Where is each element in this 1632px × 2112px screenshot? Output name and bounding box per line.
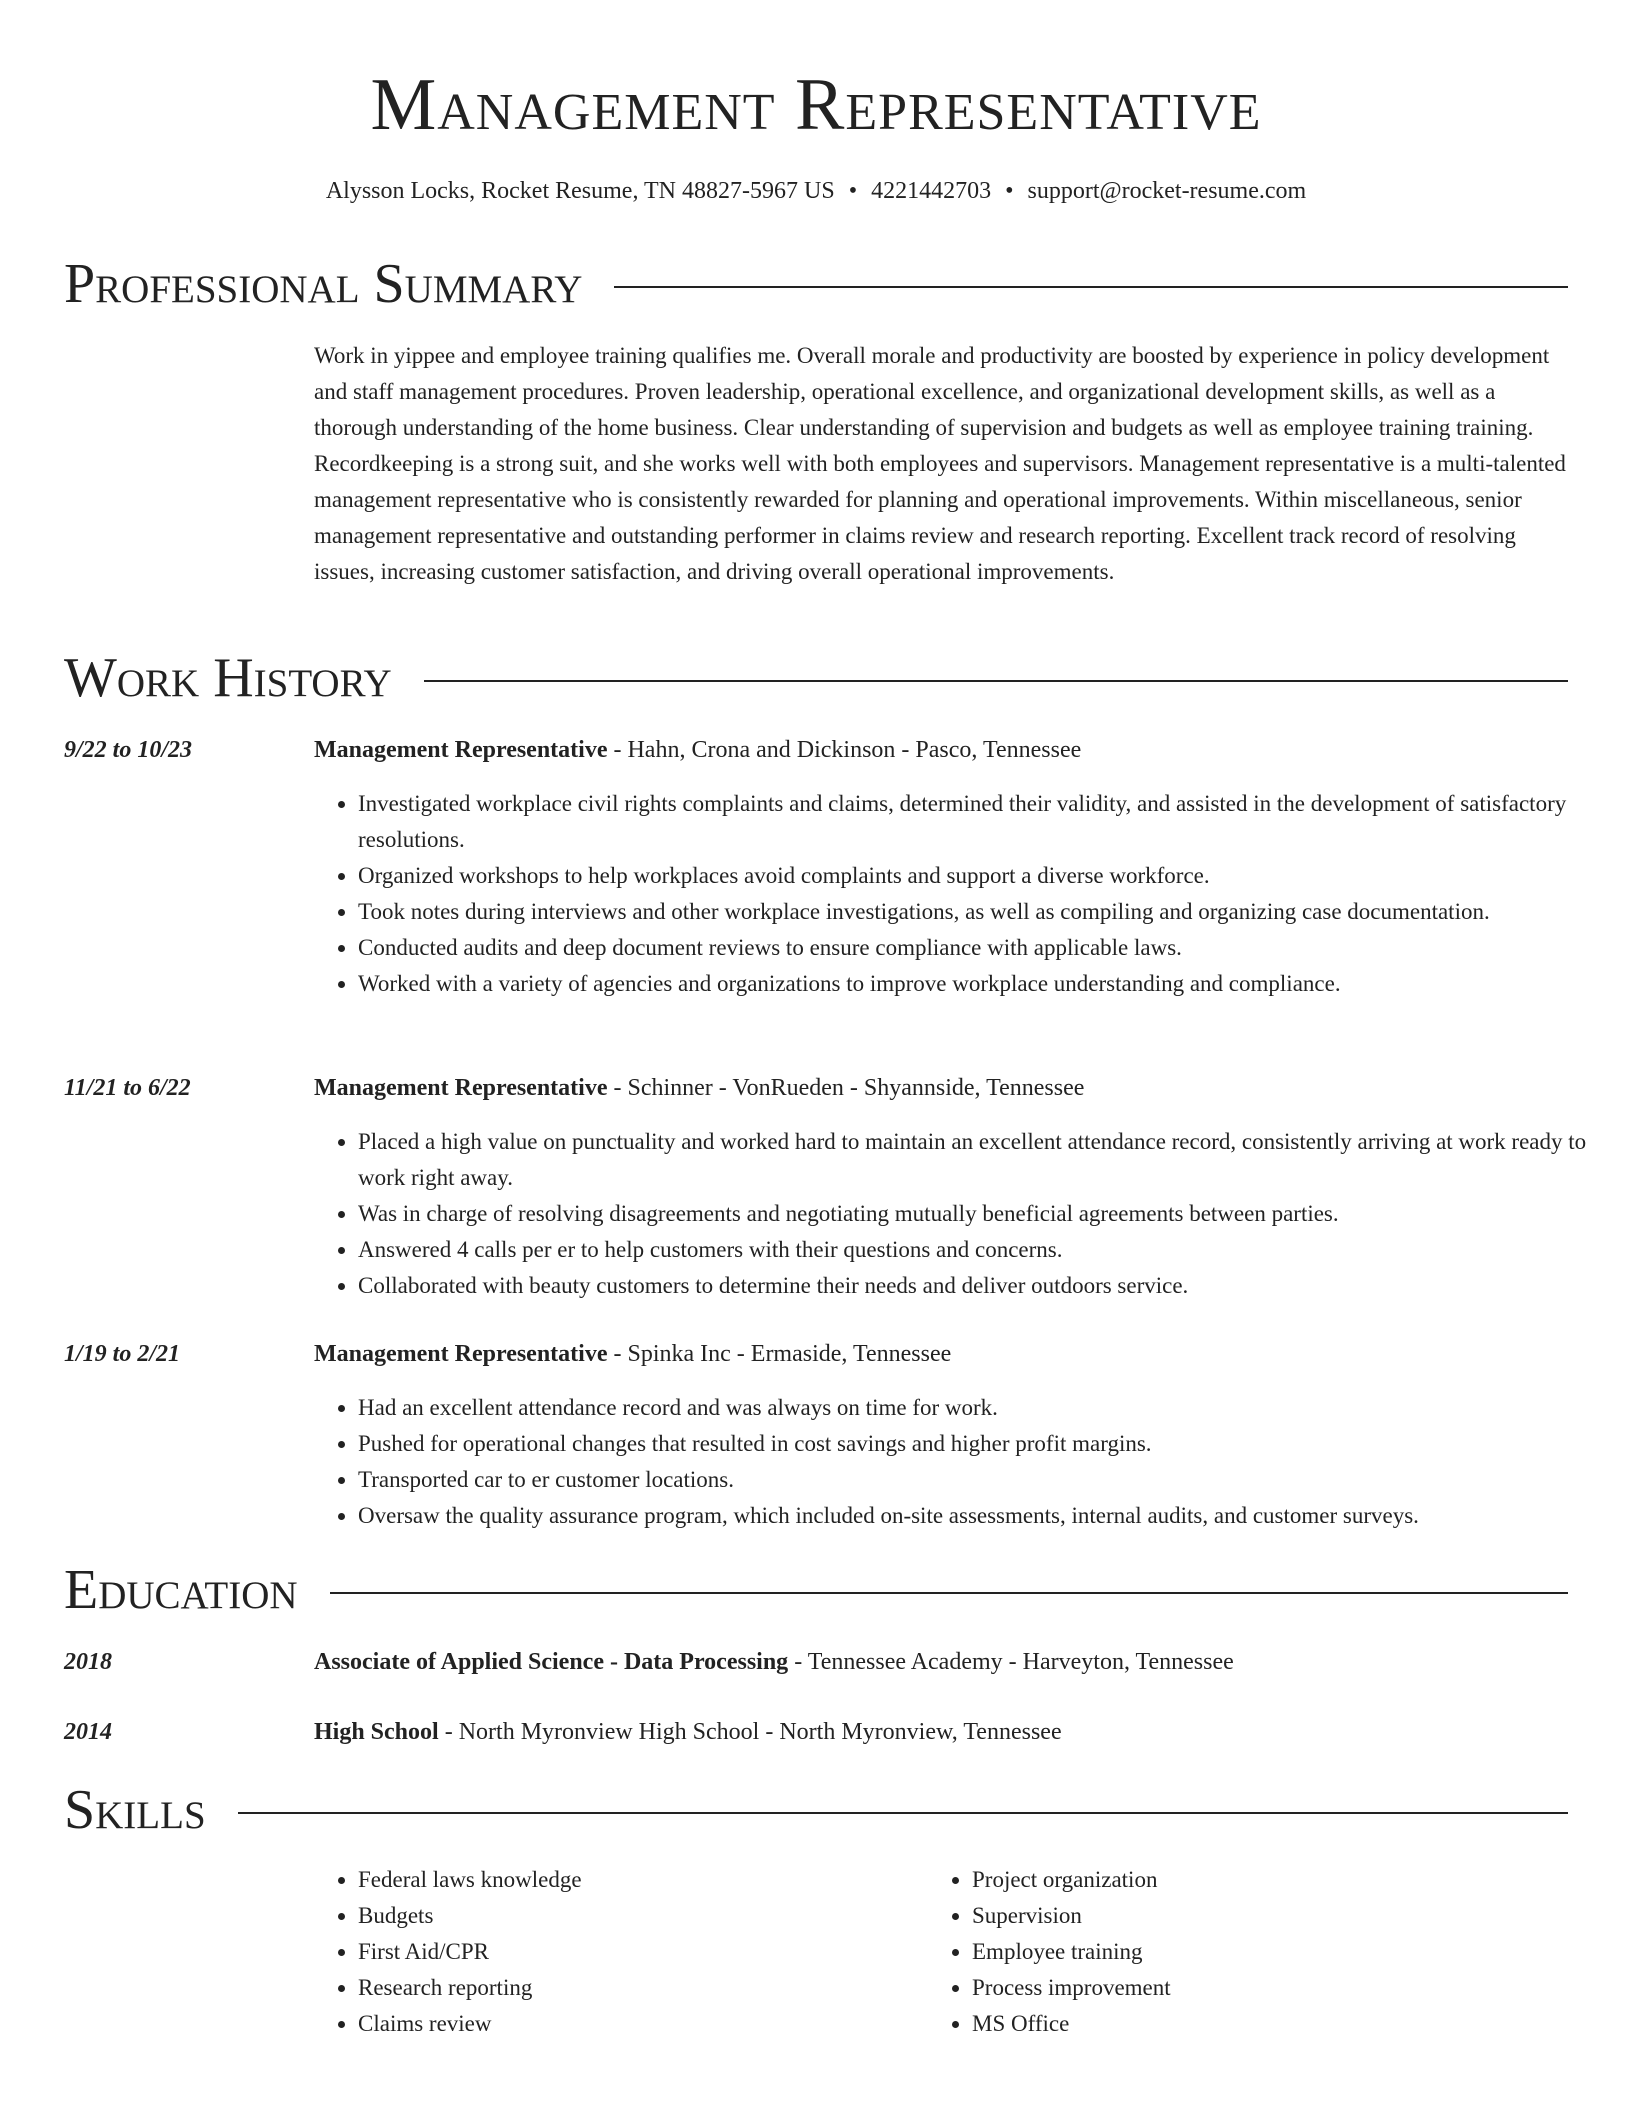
education-heading: Education — [64, 1559, 298, 1621]
section-divider — [614, 286, 1568, 288]
contact-phone: 4221442703 — [871, 178, 992, 204]
section-divider — [424, 680, 1568, 682]
list-item: • Organized workshops to help workplaces avoid complaints and support a diverse workforce. — [358, 858, 1612, 894]
job-bullets — [314, 1124, 1612, 1304]
skill-item: • Process improvement — [972, 1970, 1492, 2006]
summary-text: Work in yippee and employee training qualifies me. Overall morale and productivity are boosted by experience in policy development and staff management procedures. Proven leadership, operational excellence, and organizational development skills, as well as a thorough understanding of the home business. Clear understanding of supervision and budgets as well as employee training training. Recordkeeping is a strong suit, and she works well with both employees and supervisors. Management representative is a multi-talented management representative who is consistently rewarded for planning and operational improvements. Within miscellaneous, senior management representative and outstanding performer in claims review and research reporting. Excellent track record of resolving issues, increasing customer satisfaction, and driving overall operational improvements. — [314, 343, 1566, 584]
job-title: Management Representative — [314, 1075, 608, 1101]
skill-item: • Supervision — [972, 1898, 1492, 1934]
job-details: - Hahn, Crona and Dickinson - Pasco, Tennessee — [607, 737, 1082, 763]
job-details: - Spinka Inc - Ermaside, Tennessee — [607, 1341, 952, 1367]
skill-item: • Research reporting — [358, 1970, 878, 2006]
skill-item: • Employee training — [972, 1934, 1492, 1970]
list-item: • Worked with a variety of agencies and organizations to improve workplace understanding and compliance. — [358, 966, 1612, 1002]
education-section-header — [64, 1558, 1568, 1622]
list-item: • Oversaw the quality assurance program, which included on-site assessments, internal audits, and customer surveys. — [358, 1498, 1612, 1534]
education-degree: Associate of Applied Science - Data Processing — [314, 1649, 789, 1675]
skills-section-header — [64, 1778, 1568, 1842]
education-details: - Tennessee Academy - Harveyton, Tennessee — [788, 1649, 1234, 1675]
work-heading: Work History — [64, 647, 392, 709]
skills-list-left — [314, 1862, 878, 2042]
job-title: Management Representative — [314, 1341, 608, 1367]
skills-list-right — [928, 1862, 1492, 2042]
skill-item: • Federal laws knowledge — [358, 1862, 878, 1898]
list-item: • Placed a high value on punctuality and worked hard to maintain an excellent attendance record, consistently arriving at work ready to work right away. — [358, 1124, 1612, 1196]
job-bullets — [314, 1390, 1612, 1534]
job-dates: 11/21 to 6/22 — [64, 1075, 191, 1101]
education-details: - North Myronview High School - North Myronview, Tennessee — [438, 1719, 1062, 1745]
job-heading — [314, 1336, 1568, 1372]
contact-line — [0, 174, 1632, 208]
skill-item: • Claims review — [358, 2006, 878, 2042]
section-divider — [330, 1592, 1568, 1594]
skill-item: • First Aid/CPR — [358, 1934, 878, 1970]
education-year: 2014 — [64, 1719, 112, 1745]
list-item: • Took notes during interviews and other workplace investigations, as well as compiling and organizing case documentation. — [358, 894, 1612, 930]
job-heading — [314, 1070, 1568, 1106]
list-item: • Transported car to er customer locations. — [358, 1462, 1612, 1498]
job-title: Management Representative — [314, 737, 608, 763]
list-item: • Pushed for operational changes that resulted in cost savings and higher profit margins. — [358, 1426, 1612, 1462]
list-item: • Was in charge of resolving disagreements and negotiating mutually beneficial agreements between parties. — [358, 1196, 1612, 1232]
education-entry — [314, 1644, 1568, 1680]
contact-separator: • — [848, 178, 858, 204]
work-section-header — [64, 646, 1568, 710]
list-item: • Had an excellent attendance record and was always on time for work. — [358, 1390, 1612, 1426]
contact-address: Alysson Locks, Rocket Resume, TN 48827-5967 US — [325, 178, 835, 204]
list-item: • Investigated workplace civil rights complaints and claims, determined their validity, and assisted in the development of satisfactory resolutions. — [358, 786, 1612, 858]
section-divider — [238, 1812, 1568, 1814]
job-bullets — [314, 786, 1612, 1002]
education-entry — [314, 1714, 1568, 1750]
job-details: - Schinner - VonRueden - Shyannside, Tennessee — [607, 1075, 1085, 1101]
contact-email: support@rocket-resume.com — [1027, 178, 1307, 204]
list-item: • Conducted audits and deep document reviews to ensure compliance with applicable laws. — [358, 930, 1612, 966]
job-dates: 1/19 to 2/21 — [64, 1341, 181, 1367]
skill-item: • Budgets — [358, 1898, 878, 1934]
skill-item: • MS Office — [972, 2006, 1492, 2042]
summary-heading: Professional Summary — [64, 253, 583, 315]
job-dates: 9/22 to 10/23 — [64, 737, 193, 763]
education-year: 2018 — [64, 1649, 112, 1675]
education-degree: High School — [314, 1719, 439, 1745]
list-item: • Answered 4 calls per er to help customers with their questions and concerns. — [358, 1232, 1612, 1268]
contact-separator: • — [1005, 178, 1014, 204]
job-heading — [314, 732, 1568, 768]
skill-item: • Project organization — [972, 1862, 1492, 1898]
list-item: • Collaborated with beauty customers to determine their needs and deliver outdoors service. — [358, 1268, 1612, 1304]
summary-section-header — [64, 252, 1568, 316]
skills-heading: Skills — [64, 1779, 206, 1841]
page-title: Management Representative — [370, 64, 1262, 146]
